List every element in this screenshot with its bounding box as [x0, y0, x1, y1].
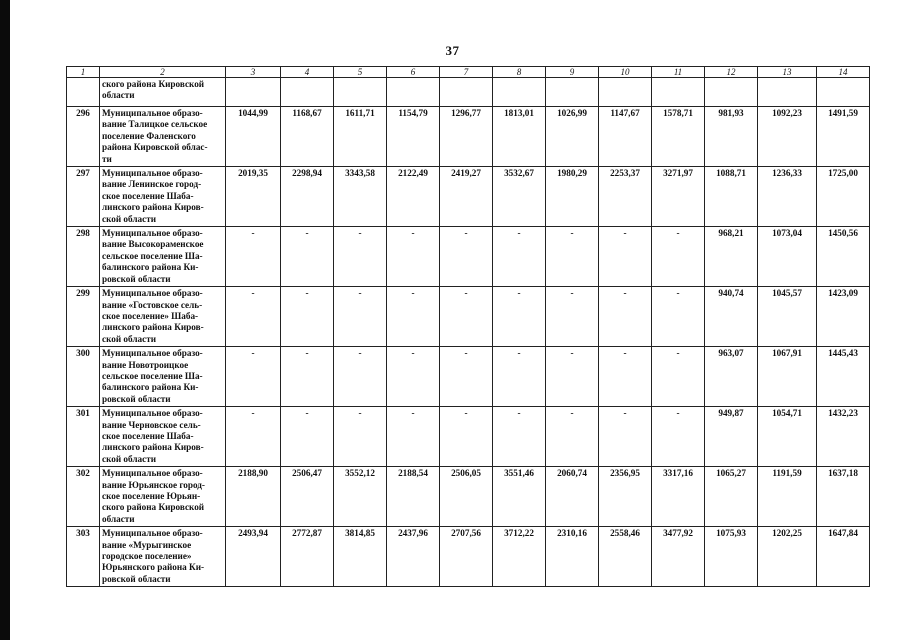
value-cell: 3343,58	[334, 167, 387, 227]
value-cell: -	[546, 347, 599, 407]
value-cell: 2493,94	[226, 527, 281, 587]
value-cell: 3814,85	[334, 527, 387, 587]
value-cell: 1045,57	[758, 287, 817, 347]
table-row	[67, 527, 870, 587]
municipality-name-cell: Муниципальное образо- вание Черновское сель- ское поселение Шаба- линского района Киров- ской области	[100, 407, 226, 467]
value-cell: 1154,79	[387, 107, 440, 167]
value-cell: -	[652, 227, 705, 287]
value-cell: -	[493, 407, 546, 467]
column-header: 7	[440, 67, 493, 78]
value-cell: -	[387, 287, 440, 347]
column-header: 8	[493, 67, 546, 78]
value-cell: 2019,35	[226, 167, 281, 227]
value-cell: 1725,00	[817, 167, 870, 227]
column-header: 10	[599, 67, 652, 78]
scan-edge-bar	[0, 0, 10, 640]
value-cell: 3271,97	[652, 167, 705, 227]
value-cell: 949,87	[705, 407, 758, 467]
value-cell: 2506,05	[440, 467, 493, 527]
value-cell: -	[387, 227, 440, 287]
value-cell: 2253,37	[599, 167, 652, 227]
value-cell: -	[493, 227, 546, 287]
value-cell: -	[226, 287, 281, 347]
value-cell: -	[599, 287, 652, 347]
value-cell: 1450,56	[817, 227, 870, 287]
table-row	[67, 407, 870, 467]
value-cell: 2356,95	[599, 467, 652, 527]
value-cell: 1147,67	[599, 107, 652, 167]
value-cell: 1202,25	[758, 527, 817, 587]
value-cell: 2060,74	[546, 467, 599, 527]
value-cell: 2298,94	[281, 167, 334, 227]
value-cell: 3551,46	[493, 467, 546, 527]
value-cell: -	[599, 407, 652, 467]
value-cell: 3552,12	[334, 467, 387, 527]
municipality-name-cell: Муниципальное образо- вание Юрьянское город- ское поселение Юрьян- ского района Кировской области	[100, 467, 226, 527]
value-cell: 1445,43	[817, 347, 870, 407]
value-cell: 1065,27	[705, 467, 758, 527]
table-row	[67, 227, 870, 287]
value-cell: 940,74	[705, 287, 758, 347]
value-cell: 2122,49	[387, 167, 440, 227]
value-cell: -	[599, 347, 652, 407]
value-cell: -	[281, 407, 334, 467]
value-cell: 1075,93	[705, 527, 758, 587]
column-header: 3	[226, 67, 281, 78]
value-cell: -	[440, 347, 493, 407]
value-cell: -	[281, 227, 334, 287]
column-header: 11	[652, 67, 705, 78]
value-cell: 2772,87	[281, 527, 334, 587]
value-cell: -	[440, 407, 493, 467]
column-header: 1	[67, 67, 100, 78]
page-number: 37	[445, 43, 460, 58]
value-cell: 1578,71	[652, 107, 705, 167]
value-cell: -	[334, 407, 387, 467]
value-cell: 3532,67	[493, 167, 546, 227]
value-cell: 1044,99	[226, 107, 281, 167]
row-number-cell: 296	[67, 107, 100, 167]
value-cell: 1073,04	[758, 227, 817, 287]
value-cell: -	[652, 287, 705, 347]
column-number-header-row	[67, 67, 870, 78]
column-header: 4	[281, 67, 334, 78]
value-cell: -	[281, 347, 334, 407]
row-number-cell: 297	[67, 167, 100, 227]
value-cell: 1092,23	[758, 107, 817, 167]
table-row	[67, 287, 870, 347]
value-cell: 1423,09	[817, 287, 870, 347]
value-cell: -	[387, 347, 440, 407]
value-cell: -	[599, 227, 652, 287]
value-cell: -	[493, 287, 546, 347]
row-number-cell: 298	[67, 227, 100, 287]
value-cell: 2506,47	[281, 467, 334, 527]
municipality-name-cell: Муниципальное образо- вание Новотроицкое сельское поселение Ша- балинского района Ки- ровской области	[100, 347, 226, 407]
value-cell: -	[226, 407, 281, 467]
value-cell: 2437,96	[387, 527, 440, 587]
value-cell: 2558,46	[599, 527, 652, 587]
value-cell: -	[652, 407, 705, 467]
row-number-cell: 302	[67, 467, 100, 527]
value-cell: 3317,16	[652, 467, 705, 527]
value-cell: 1168,67	[281, 107, 334, 167]
value-cell: 1980,29	[546, 167, 599, 227]
column-header: 2	[100, 67, 226, 78]
column-header: 5	[334, 67, 387, 78]
municipality-name-cell: Муниципальное образо- вание Высокораменское сельское поселение Ша- балинского района Ки- ровской области	[100, 227, 226, 287]
value-cell: -	[334, 347, 387, 407]
value-cell: 2188,90	[226, 467, 281, 527]
value-cell: 2310,16	[546, 527, 599, 587]
value-cell: -	[546, 287, 599, 347]
value-cell: -	[652, 347, 705, 407]
value-cell: 1191,59	[758, 467, 817, 527]
value-cell: 1236,33	[758, 167, 817, 227]
value-cell: 1088,71	[705, 167, 758, 227]
municipality-name-cell: Муниципальное образо- вание «Мурыгинское городское поселение» Юрьянского района Ки- ровской области	[100, 527, 226, 587]
row-number-cell	[67, 78, 100, 107]
column-header: 14	[817, 67, 870, 78]
continuation-row	[67, 78, 870, 107]
value-cell: 968,21	[705, 227, 758, 287]
value-cell: -	[281, 287, 334, 347]
row-number-cell: 303	[67, 527, 100, 587]
row-number-cell: 299	[67, 287, 100, 347]
column-header: 6	[387, 67, 440, 78]
municipality-name-cell: Муниципальное образо- вание Талицкое сельское поселение Фаленского района Кировской облас- ти	[100, 107, 226, 167]
value-cell: 2419,27	[440, 167, 493, 227]
value-cell: -	[334, 227, 387, 287]
municipality-name-cell: Муниципальное образо- вание Ленинское город- ское поселение Шаба- линского района Киров- ской области	[100, 167, 226, 227]
value-cell: -	[226, 227, 281, 287]
value-cell: -	[493, 347, 546, 407]
value-cell: 1026,99	[546, 107, 599, 167]
value-cell: -	[546, 407, 599, 467]
table-row	[67, 167, 870, 227]
value-cell: 1611,71	[334, 107, 387, 167]
value-cell: 1067,91	[758, 347, 817, 407]
value-cell: -	[387, 407, 440, 467]
value-cell: 2188,54	[387, 467, 440, 527]
municipality-name-cell: ского района Кировской области	[100, 78, 226, 107]
value-cell: 3712,22	[493, 527, 546, 587]
value-cell: -	[440, 227, 493, 287]
column-header: 9	[546, 67, 599, 78]
data-table	[66, 66, 870, 587]
column-header: 12	[705, 67, 758, 78]
value-cell: 963,07	[705, 347, 758, 407]
row-number-cell: 300	[67, 347, 100, 407]
value-cell: 3477,92	[652, 527, 705, 587]
value-cell: 1637,18	[817, 467, 870, 527]
table-row	[67, 347, 870, 407]
value-cell: 1491,59	[817, 107, 870, 167]
municipality-name-cell: Муниципальное образо- вание «Гостовское сель- ское поселение» Шаба- линского района Киров- ской области	[100, 287, 226, 347]
value-cell: 1432,23	[817, 407, 870, 467]
value-cell: -	[440, 287, 493, 347]
column-header: 13	[758, 67, 817, 78]
value-cell: 1813,01	[493, 107, 546, 167]
value-cell: -	[546, 227, 599, 287]
table-row	[67, 467, 870, 527]
value-cell: 1296,77	[440, 107, 493, 167]
value-cell: 1647,84	[817, 527, 870, 587]
value-cell: -	[334, 287, 387, 347]
value-cell: 1054,71	[758, 407, 817, 467]
value-cell: 981,93	[705, 107, 758, 167]
table-row	[67, 107, 870, 167]
value-cell: -	[226, 347, 281, 407]
value-cell: 2707,56	[440, 527, 493, 587]
row-number-cell: 301	[67, 407, 100, 467]
